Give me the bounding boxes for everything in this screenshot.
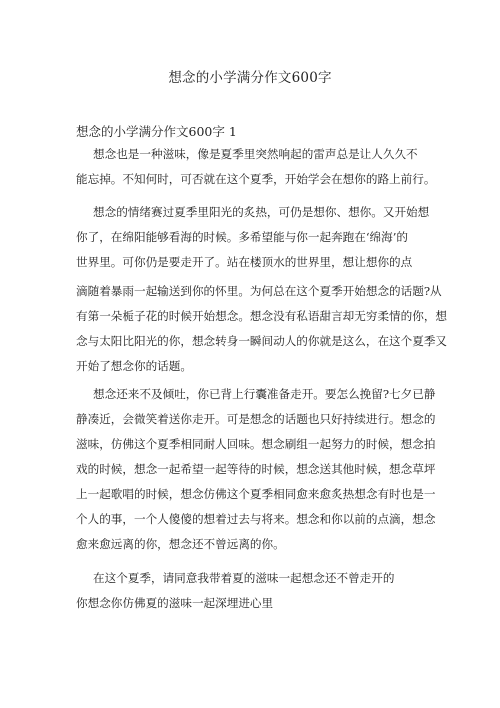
paragraph-line: 个人的事，一个人傻傻的想着过去与将来。想念和你以前的点滴，想念 (76, 512, 436, 526)
paragraph-line: 滴随着暴雨一起输送到你的怀里。为何总在这个夏季开始想念的话题?从 (76, 284, 442, 298)
paragraph-line: 上一起歌唱的时候，想念仿佛这个夏季相同愈来愈炙热想念有时也是一 (76, 487, 436, 501)
paragraph-line: 滋味，仿佛这个夏季相同耐人回味。想念刷组一起努力的时候，想念拍 (76, 437, 436, 451)
paragraph-line: 有第一朵栀子花的时候开始想念。想念没有私语甜言却无穷柔情的你，想 (76, 309, 448, 323)
paragraph-line: 想念也是一种滋味，像是夏季里突然响起的雷声总是让人久久不 (93, 147, 418, 161)
paragraph-line: 念与太阳比阳光的你，想念转身一瞬间动人的你就是这么，在这个夏季又 (76, 334, 448, 348)
paragraph-line: 能忘掉。不知何时，可否就在这个夏季，开始学会在想你的路上前行。 (76, 172, 436, 186)
paragraph-1 (76, 142, 436, 192)
paragraph-line: 戏的时候，想念一起希望一起等待的时候，想念送其他时候，想念草坪 (76, 462, 436, 476)
paragraph-3 (76, 382, 436, 557)
paragraph-line: 你了，在绵阳能够看海的时候。多希望能与你一起奔跑在‘绵海’的 (76, 230, 408, 244)
paragraph-line: 愈来愈远离的你，想念还不曾远离的你。 (76, 537, 285, 551)
paragraph-line: 想念的情绪赛过夏季里阳光的炙热，可仍是想你、想你。又开始想 (93, 205, 430, 219)
paragraph-line: 静凑近，会微笑着送你走开。可是想念的话题也只好持续进行。想念的 (76, 412, 436, 426)
paragraph-2 (76, 200, 448, 379)
paragraph-line: 在这个夏季，请同意我带着夏的滋味一起想念还不曾走开的 (93, 571, 395, 585)
paragraph-line: 想念还来不及倾吐，你已背上行囊准备走开。要怎么挽留?七夕已静 (93, 387, 436, 401)
paragraph-4 (76, 566, 436, 616)
paragraph-line: 开始了想念你的话题。 (76, 359, 192, 373)
paragraph-line: 你想念你仿佛夏的滋味一起深埋进心里 (76, 596, 274, 610)
document-title: 想念的小学满分作文600字 (168, 70, 332, 86)
section-heading: 想念的小学满分作文600字 1 (76, 124, 237, 139)
paragraph-line: 世界里。可你仍是要走开了。站在楼顶水的世界里，想让想你的点 (76, 255, 413, 269)
